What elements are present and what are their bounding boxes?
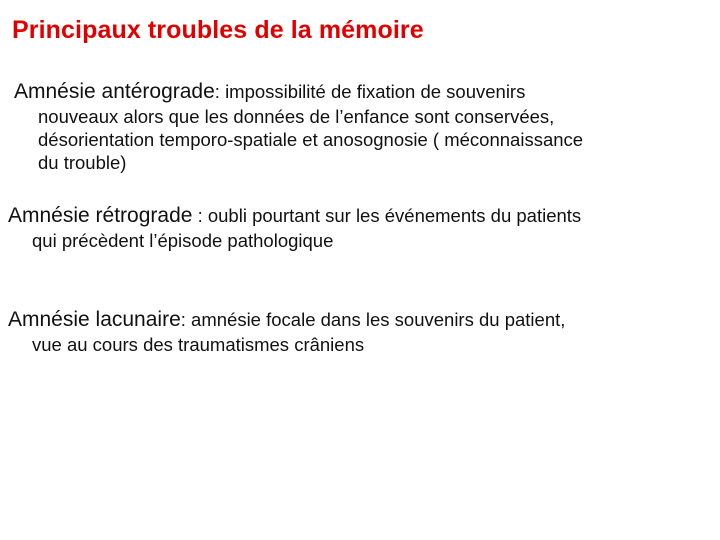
definition-continuation: qui précèdent l’épisode pathologique <box>32 230 334 251</box>
term-label: Amnésie rétrograde <box>8 204 193 227</box>
entry-anterograde-amnesia <box>14 80 704 174</box>
term-label: Amnésie lacunaire <box>8 308 181 331</box>
definition-text: : amnésie focale dans les souvenirs du patient, <box>180 309 566 330</box>
entry-lacunar-amnesia <box>8 308 714 356</box>
definition-continuation: du trouble) <box>38 152 127 173</box>
term-label: Amnésie antérograde <box>14 80 215 103</box>
definition-text: : impossibilité de fixation de souvenirs <box>214 81 526 102</box>
definition-continuation: nouveaux alors que les données de l’enfance sont conservées, <box>38 106 555 127</box>
definition-continuation: vue au cours des traumatismes crâniens <box>32 334 365 355</box>
definition-continuation: désorientation temporo-spatiale et anosognosie ( méconnaissance <box>38 129 584 150</box>
entry-retrograde-amnesia <box>8 204 714 252</box>
slide-title: Principaux troubles de la mémoire <box>12 16 424 44</box>
entry-head <box>8 308 714 331</box>
entry-head <box>8 204 714 227</box>
entry-head <box>14 80 704 103</box>
definition-text: : oubli pourtant sur les événements du patients <box>192 205 582 226</box>
